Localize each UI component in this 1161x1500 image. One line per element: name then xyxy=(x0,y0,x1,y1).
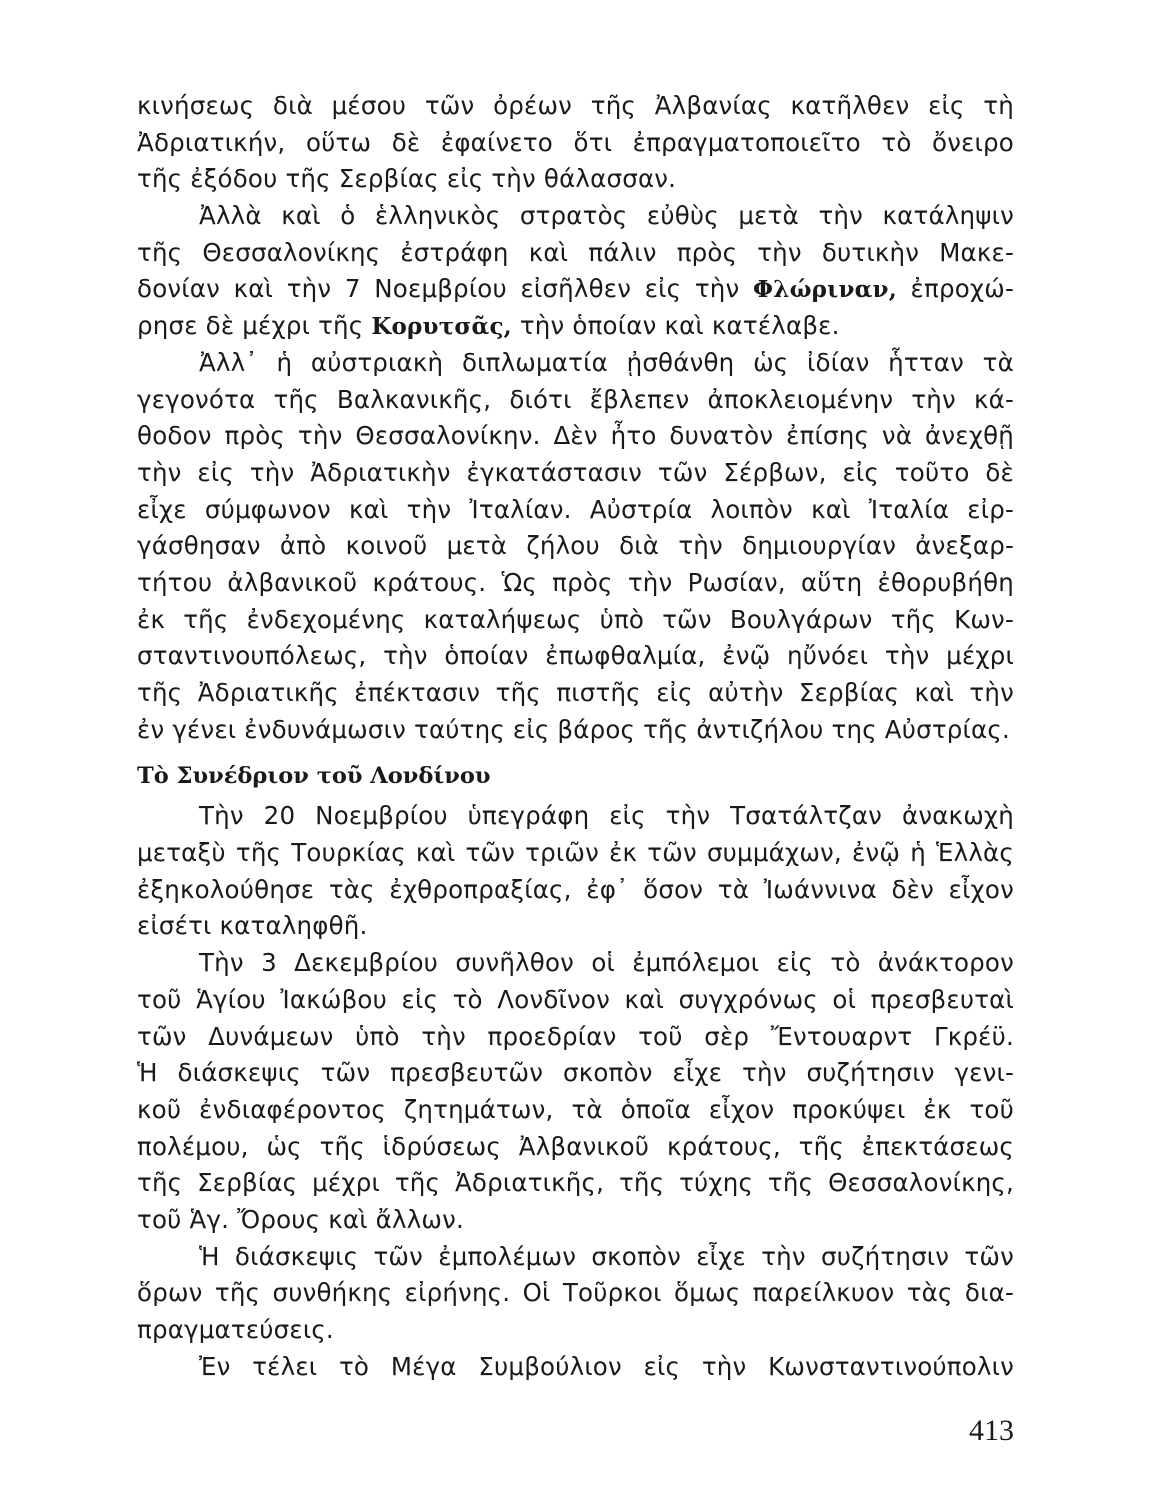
text-run: δονίαν καὶ τὴν 7 Νοεμβρίου εἰσῆλθεν εἰς τὴν xyxy=(137,274,754,304)
section-heading: Τὸ Συνέδριον τοῦ Λονδίνου xyxy=(137,763,491,790)
text-line: Τὴν 20 Νοεμβρίου ὑπεγράφη εἰς τὴν Τσατάλτζαν ἀνακωχὴ xyxy=(199,801,1014,831)
text-line: Ἀλλὰ καὶ ὁ ἑλληνικὸς στρατὸς εὐθὺς μετὰ τὴν κατάληψιν xyxy=(199,201,1014,231)
text-run: ρησε δὲ μέχρι τῆς xyxy=(137,311,372,341)
text-line: ἐκ τῆς ἐνδεχομένης καταλήψεως ὑπὸ τῶν Βουλγάρων τῆς Κων- xyxy=(137,604,1014,634)
paragraph xyxy=(137,198,1014,345)
bold-place-name: Φλώριναν, xyxy=(753,276,897,304)
text-line: ἐν γένει ἐνδυνάμωσιν ταύτης εἰς βάρος τῆς ἀντιζήλου της Αὐστρίας. xyxy=(137,714,1010,744)
text-line: γάσθησαν ἀπὸ κοινοῦ μετὰ ζήλου διὰ τὴν δημιουργίαν ἀνεξαρ- xyxy=(137,531,1014,561)
text-line: πολέμου, ὡς τῆς ἱδρύσεως Ἀλβανικοῦ κράτους, τῆς ἐπεκτάσεως xyxy=(137,1131,1014,1161)
text-line: τῆς Ἀδριατικῆς ἐπέκτασιν τῆς πιστῆς εἰς αὐτὴν Σερβίας καὶ τὴν xyxy=(137,678,1014,707)
page-number: 413 xyxy=(969,1414,1014,1447)
text-line: κοῦ ἐνδιαφέροντος ζητημάτων, τὰ ὁποῖα εἶχον προκύψει ἐκ τοῦ xyxy=(137,1094,1014,1124)
text-line: Ἀλλ᾽ ἡ αὐστριακὴ διπλωματία ᾐσθάνθη ὡς ἰδίαν ἧτταν τὰ xyxy=(199,347,1014,377)
text-line: θοδον πρὸς τὴν Θεσσαλονίκην. Δὲν ἦτο δυνατὸν ἐπίσης νὰ ἀνεχθῇ xyxy=(137,421,1014,451)
text-line: τῆς ἐξόδου τῆς Σερβίας εἰς τὴν θάλασσαν. xyxy=(137,164,677,194)
text-line: Τὴν 3 Δεκεμβρίου συνῆλθον οἱ ἐμπόλεμοι εἰς τὸ ἀνάκτορον xyxy=(199,948,1014,978)
text-line: μεταξὺ τῆς Τουρκίας καὶ τῶν τριῶν ἐκ τῶν συμμάχων, ἐνῷ ἡ Ἑλλὰς xyxy=(137,838,1014,868)
text-line: τῶν Δυνάμεων ὑπὸ τὴν προεδρίαν τοῦ σὲρ Ἔντουαρντ Γκρέϋ. xyxy=(137,1021,1014,1051)
text-line xyxy=(137,308,1014,345)
text-line: Ἡ διάσκεψις τῶν ἐμπολέμων σκοπὸν εἶχε τὴν συζήτησιν τῶν xyxy=(199,1241,1014,1271)
text-line: κινήσεως διὰ μέσου τῶν ὀρέων τῆς Ἀλβανίας κατῆλθεν εἰς τὴ xyxy=(137,91,1014,120)
paragraph xyxy=(137,88,1014,198)
text-line: πραγματεύσεις. xyxy=(137,1315,334,1344)
text-line: εἰσέτι καταληφθῆ. xyxy=(137,911,368,941)
text-line: τοῦ Ἁγίου Ἰακώβου εἰς τὸ Λονδῖνον καὶ συγχρόνως οἱ πρεσβευταὶ xyxy=(137,984,1014,1014)
text-line xyxy=(137,271,1014,308)
paragraph xyxy=(137,345,1014,749)
paragraph xyxy=(137,798,1014,945)
text-line: Ἐν τέλει τὸ Μέγα Συμβούλιον εἰς τὴν Κωνσταντινούπολιν xyxy=(199,1351,1014,1381)
text-line: τὴν εἰς τὴν Ἀδριατικὴν ἐγκατάστασιν τῶν Σέρβων, εἰς τοῦτο δὲ xyxy=(137,457,1014,487)
text-line: τῆς Θεσσαλονίκης ἐστράφη καὶ πάλιν πρὸς τὴν δυτικὴν Μακε- xyxy=(137,237,1014,267)
paragraph xyxy=(137,1349,1014,1386)
text-line: τοῦ Ἁγ. Ὄρους καὶ ἄλλων. xyxy=(137,1204,465,1234)
text-run: τὴν ὁποίαν καὶ κατέλαβε. xyxy=(511,311,840,341)
text-line: τῆς Σερβίας μέχρι τῆς Ἀδριατικῆς, τῆς τύχης τῆς Θεσσαλονίκης, xyxy=(137,1168,1014,1198)
text-line: γεγονότα τῆς Βαλκανικῆς, διότι ἔβλεπεν ἀποκλειομένην τὴν κά- xyxy=(137,384,1014,414)
text-line: σταντινουπόλεως, τὴν ὁποίαν ἐπωφθαλμία, ἐνῷ ηὔνόει τὴν μέχρι xyxy=(137,641,1014,671)
paragraph xyxy=(137,945,1014,1239)
text-line: Ἡ διάσκεψις τῶν πρεσβευτῶν σκοπὸν εἶχε τὴν συζήτησιν γενι- xyxy=(137,1058,1014,1088)
paragraph xyxy=(137,1239,1014,1349)
bold-place-name: Κορυτσᾶς, xyxy=(371,313,512,341)
text-line: εἶχε σύμφωνον καὶ τὴν Ἰταλίαν. Αὐστρία λοιπὸν καὶ Ἰταλία εἰρ- xyxy=(137,494,1014,524)
text-line: τήτου ἀλβανικοῦ κράτους. Ὡς πρὸς τὴν Ρωσίαν, αὕτη ἐθορυβήθη xyxy=(137,567,1014,597)
main-text xyxy=(137,88,1014,1385)
text-line: Ἀδριατικήν, οὕτω δὲ ἐφαίνετο ὅτι ἐπραγματοποιεῖτο τὸ ὄνειρο xyxy=(137,127,1014,157)
text-line: ἐξηκολούθησε τὰς ἐχθροπραξίας, ἐφ᾽ ὅσον τὰ Ἰωάννινα δὲν εἶχον xyxy=(137,874,1014,904)
text-run: ἐπροχώ- xyxy=(896,274,1014,304)
text-line: ὅρων τῆς συνθήκης εἰρήνης. Οἱ Τοῦρκοι ὅμως παρείλκυον τὰς δια- xyxy=(137,1278,1014,1308)
